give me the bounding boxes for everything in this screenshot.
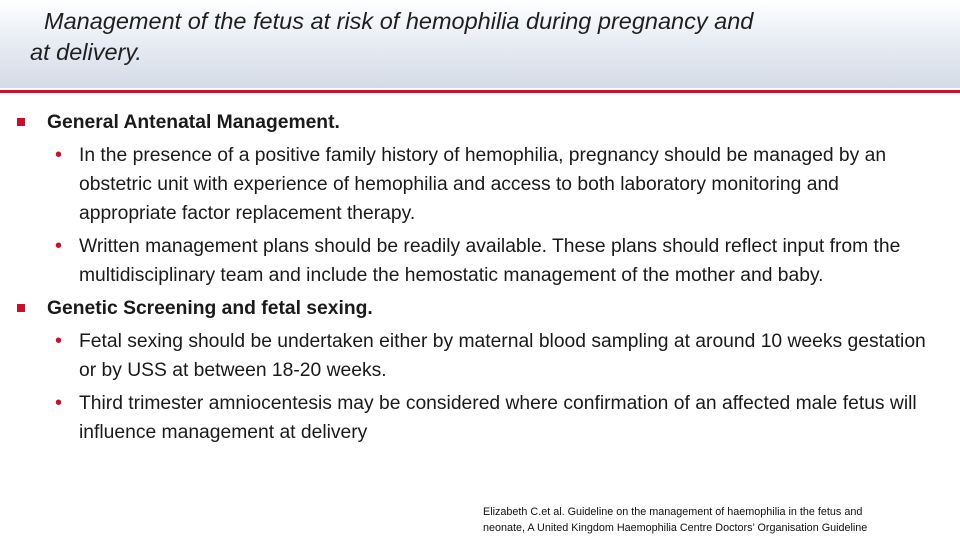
content-body: [0, 108, 960, 451]
bullet-item: [0, 141, 960, 228]
slide-title-line-2: at delivery.: [30, 39, 142, 65]
bullet-text: Written management plans should be readily available. These plans should reflect input from the multidisciplinary team and include the hemostatic management of the mother and baby.: [79, 236, 901, 286]
section-heading-text: General Antenatal Management.: [47, 112, 340, 133]
section-heading-text: Genetic Screening and fetal sexing.: [47, 298, 373, 319]
round-bullet-icon: •: [55, 330, 63, 352]
square-bullet-icon: [17, 118, 25, 126]
bullet-item: [0, 232, 960, 290]
round-bullet-icon: •: [55, 392, 63, 414]
section-heading-antenatal: [0, 108, 960, 137]
bullet-text: Fetal sexing should be undertaken either by maternal blood sampling at around 10 weeks gestation or by USS at between 18-20 weeks.: [79, 331, 926, 381]
slide-title: [30, 6, 930, 68]
square-bullet-icon: [17, 304, 25, 312]
round-bullet-icon: •: [55, 235, 63, 257]
bullet-text: Third trimester amniocentesis may be considered where confirmation of an affected male fetus will influence management at delivery: [79, 393, 917, 443]
citation-line-2: neonate, A United Kingdom Haemophilia Centre Doctors’ Organisation Guideline: [483, 522, 868, 534]
title-divider: [0, 90, 960, 93]
citation-line-1: Elizabeth C.et al. Guideline on the management of haemophilia in the fetus and: [483, 506, 863, 518]
round-bullet-icon: •: [55, 144, 63, 166]
section-heading-genetic: [0, 294, 960, 323]
bullet-item: [0, 327, 960, 385]
bullet-item: [0, 389, 960, 447]
bullet-text: In the presence of a positive family history of hemophilia, pregnancy should be managed by an obstetric unit with experience of hemophilia and access to both laboratory monitoring and appropriate factor replacement therapy.: [79, 145, 887, 224]
citation: [483, 504, 953, 536]
slide-title-line-1: Management of the fetus at risk of hemophilia during pregnancy and: [44, 8, 754, 34]
